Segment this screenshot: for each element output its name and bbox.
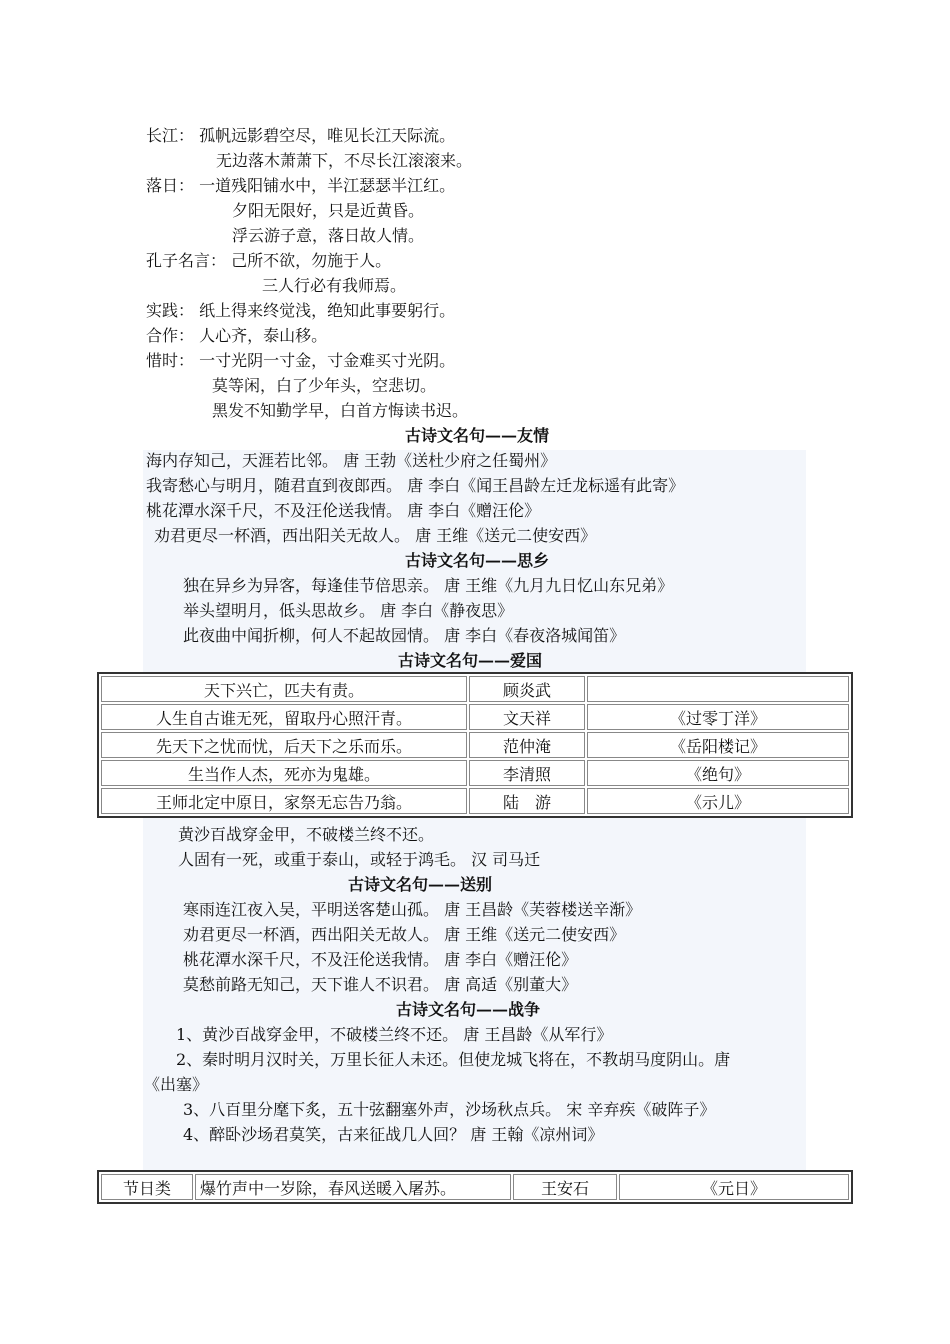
- quote-line: 1、黄沙百战穿金甲，不破楼兰终不还。 唐 王昌龄《从军行》: [176, 1025, 613, 1044]
- author-cell: 文天祥: [469, 704, 585, 730]
- intro-line: 惜时： 一寸光阴一寸金，寸金难买寸光阴。: [146, 351, 456, 370]
- quote-line: 黄沙百战穿金甲，不破楼兰终不还。: [178, 825, 435, 844]
- quote-line: 桃花潭水深千尺，不及汪伦送我情。 唐 李白《赠汪伦》: [183, 950, 578, 969]
- intro-line: 长江： 孤帆远影碧空尽，唯见长江天际流。: [146, 126, 456, 145]
- section-heading-war: 古诗文名句——战争: [396, 1000, 541, 1019]
- intro-line: 三人行必有我师焉。: [262, 276, 407, 295]
- table-row: [101, 788, 849, 814]
- author-cell: 王安石: [513, 1174, 617, 1200]
- quote-line: 4、醉卧沙场君莫笑，古来征战几人回？ 唐 王翰《凉州词》: [183, 1125, 604, 1144]
- title-cell: 《岳阳楼记》: [587, 732, 849, 758]
- title-cell: 《元日》: [619, 1174, 849, 1200]
- section-heading-farewell: 古诗文名句——送别: [348, 875, 493, 894]
- quote-line: 我寄愁心与明月，随君直到夜郎西。 唐 李白《闻王昌龄左迁龙标遥有此寄》: [146, 476, 685, 495]
- intro-line: 浮云游子意，落日故人情。: [232, 226, 425, 245]
- quote-line: 劝君更尽一杯酒，西出阳关无故人。 唐 王维《送元二使安西》: [154, 526, 597, 545]
- intro-line: 夕阳无限好，只是近黄昏。: [232, 201, 425, 220]
- table-row: [101, 760, 849, 786]
- section-heading-friendship: 古诗文名句——友情: [405, 426, 550, 445]
- intro-line: 黑发不知勤学早，白首方悔读书迟。: [212, 401, 469, 420]
- author-cell: 范仲淹: [469, 732, 585, 758]
- author-cell: 李清照: [469, 760, 585, 786]
- quote-line: 海内存知己，天涯若比邻。 唐 王勃《送杜少府之任蜀州》: [146, 451, 557, 470]
- intro-line: 无边落木萧萧下，不尽长江滚滚来。: [216, 151, 473, 170]
- title-cell: 《绝句》: [587, 760, 849, 786]
- quote-line: 桃花潭水深千尺，不及汪伦送我情。 唐 李白《赠汪伦》: [146, 501, 541, 520]
- quote-line: 此夜曲中闻折柳，何人不起故园情。 唐 李白《春夜洛城闻笛》: [183, 626, 626, 645]
- quote-line: 独在异乡为异客，每逢佳节倍思亲。 唐 王维《九月九日忆山东兄弟》: [183, 576, 674, 595]
- title-cell: [587, 676, 849, 702]
- quote-line: 《出塞》: [144, 1075, 209, 1094]
- quote-line: 举头望明月，低头思故乡。 唐 李白《静夜思》: [183, 601, 514, 620]
- table-row: [101, 676, 849, 702]
- table-row: [101, 704, 849, 730]
- quote-line: 2、秦时明月汉时关，万里长征人未还。但使龙城飞将在，不教胡马度阴山。唐: [176, 1050, 731, 1069]
- quote-line: 莫愁前路无知己，天下谁人不识君。 唐 高适《别董大》: [183, 975, 578, 994]
- quote-cell: 王师北定中原日，家祭无忘告乃翁。: [101, 788, 467, 814]
- intro-line: 落日： 一道残阳铺水中，半江瑟瑟半江红。: [146, 176, 456, 195]
- festival-table: [97, 1170, 853, 1204]
- quote-cell: 人生自古谁无死，留取丹心照汗青。: [101, 704, 467, 730]
- category-cell: 节日类: [101, 1174, 193, 1200]
- table-row: [101, 1174, 849, 1200]
- section-heading-patriot: 古诗文名句——爱国: [398, 651, 543, 670]
- quote-cell: 先天下之忧而忧，后天下之乐而乐。: [101, 732, 467, 758]
- patriot-table: [97, 672, 853, 818]
- intro-line: 实践： 纸上得来终觉浅，绝知此事要躬行。: [146, 301, 456, 320]
- quote-line: 劝君更尽一杯酒，西出阳关无故人。 唐 王维《送元二使安西》: [183, 925, 626, 944]
- quote-cell: 生当作人杰，死亦为鬼雄。: [101, 760, 467, 786]
- quote-line: 寒雨连江夜入吴，平明送客楚山孤。 唐 王昌龄《芙蓉楼送辛渐》: [183, 900, 642, 919]
- quote-cell: 爆竹声中一岁除，春风送暖入屠苏。: [195, 1174, 511, 1200]
- author-cell: 顾炎武: [469, 676, 585, 702]
- section-heading-homesick: 古诗文名句——思乡: [405, 551, 550, 570]
- quote-cell: 天下兴亡，匹夫有责。: [101, 676, 467, 702]
- quote-line: 3、八百里分麾下炙，五十弦翻塞外声，沙场秋点兵。 宋 辛弃疾《破阵子》: [183, 1100, 716, 1119]
- author-cell: 陆 游: [469, 788, 585, 814]
- intro-line: 合作： 人心齐，泰山移。: [146, 326, 328, 345]
- table-row: [101, 732, 849, 758]
- intro-line: 孔子名言： 己所不欲，勿施于人。: [146, 251, 392, 270]
- intro-line: 莫等闲，白了少年头，空悲切。: [212, 376, 437, 395]
- quote-line: 人固有一死，或重于泰山，或轻于鸿毛。 汉 司马迁: [178, 850, 541, 869]
- title-cell: 《过零丁洋》: [587, 704, 849, 730]
- title-cell: 《示儿》: [587, 788, 849, 814]
